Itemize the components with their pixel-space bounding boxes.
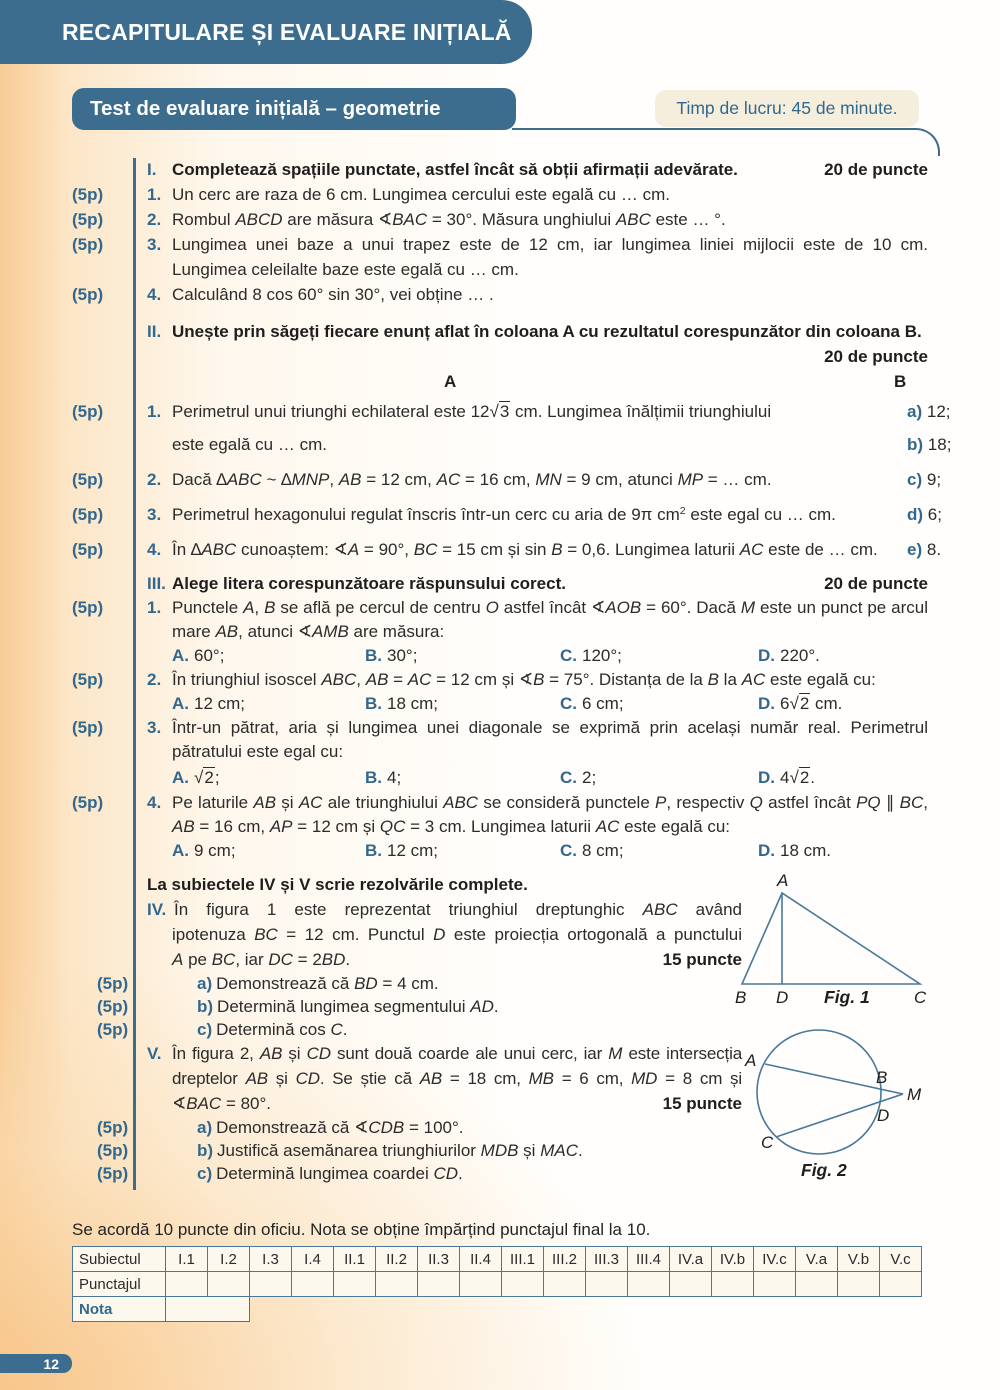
points-label: (5p) [72, 505, 104, 524]
points-label: (5p) [97, 1164, 129, 1183]
score-table [72, 1246, 922, 1322]
points-label: (5p) [72, 598, 104, 617]
subquestion-v-a [97, 1116, 742, 1139]
question-i4 [72, 282, 928, 307]
score-cell [628, 1272, 670, 1297]
sub-letter: b) [197, 997, 214, 1016]
point-label-d: D [776, 988, 789, 1007]
sub-letter: a) [197, 1118, 213, 1137]
sections-4-5-intro: La subiectele IV și V scrie rezolvările complete. [147, 875, 528, 894]
score-cell [292, 1272, 334, 1297]
question-text: În triunghiul isoscel ABC, AB = AC = 12 cm și ∢B = 75°. Distanța de la B la AC este egală cu: [172, 670, 876, 689]
score-cell [796, 1272, 838, 1297]
section-title: Unește prin săgeți fiecare enunț aflat în coloana A cu rezultatul corespunzător din coloana B. [172, 322, 922, 341]
fig2-caption: Fig. 2 [801, 1160, 847, 1180]
points-label: (5p) [72, 210, 104, 229]
point-label-m: M [907, 1085, 922, 1104]
item-number: 1. [147, 402, 162, 421]
sub-text: Demonstrează că BD = 4 cm. [216, 974, 439, 993]
section-1 [72, 157, 928, 307]
option-b: B. 4; [365, 768, 402, 787]
vertex-label-a: A [777, 871, 789, 890]
test-title: Test de evaluare inițială – geometrie [90, 97, 441, 120]
option-a: A. 60°; [172, 646, 225, 665]
option-c: C. 8 cm; [560, 841, 624, 860]
points-label: (5p) [72, 235, 104, 254]
table-grade-row [73, 1297, 922, 1322]
option-c: C. 2; [560, 768, 597, 787]
header-cell: I.1 [166, 1247, 208, 1272]
points-label: (5p) [72, 285, 104, 304]
item-number: 1. [147, 185, 162, 204]
options-iii2 [147, 692, 928, 716]
fig1-caption: Fig. 1 [824, 987, 870, 1007]
option-a: A. 12 cm; [172, 694, 246, 713]
points-label: (5p) [72, 793, 104, 812]
answer-c: c) 9; [907, 470, 942, 489]
question-ii4 [72, 537, 942, 562]
item-number: 3. [147, 235, 162, 254]
time-limit-text: Timp de lucru: 45 de minute. [676, 98, 898, 118]
answer-a: a) 12; [907, 402, 951, 421]
answer-b: b) 18; [907, 435, 952, 454]
point-label-b: B [876, 1068, 888, 1087]
row-label: Punctajul [73, 1272, 166, 1297]
option-a: A. √2; [172, 768, 220, 787]
option-d: D. 18 cm. [758, 841, 832, 860]
question-iii4 [72, 791, 928, 839]
question-i2 [72, 207, 928, 232]
options-iii3 [147, 764, 928, 791]
item-number: 4. [147, 793, 162, 812]
item-number: 4. [147, 285, 162, 304]
section-3-heading [147, 572, 928, 596]
section-2-heading [147, 319, 928, 344]
points-label: (5p) [72, 670, 104, 689]
problem-text: ipotenuza BC = 12 cm. Punctul D este proiecția ortogonală a punctului [172, 925, 743, 944]
page-number-tab [0, 1354, 72, 1373]
sub-letter: c) [197, 1164, 213, 1183]
item-number: 2. [147, 670, 162, 689]
item-number: 1. [147, 598, 162, 617]
question-text: Perimetrul hexagonului regulat înscris într-un cerc cu aria de 9π $cm^2$ este egal cu … cm. d) 6; [172, 502, 928, 527]
sub-text: Demonstrează că ∢CDB = 100°. [216, 1118, 464, 1137]
section-1-heading [147, 157, 928, 182]
header-cell: IV.a [670, 1247, 712, 1272]
section-points: 15 puncte [662, 1094, 742, 1113]
header-cell: III.2 [544, 1247, 586, 1272]
header-cell: I.3 [250, 1247, 292, 1272]
question-i1 [72, 182, 928, 207]
points-label: (5p) [72, 718, 104, 737]
question-text: pătratului este egal cu: [172, 742, 344, 761]
score-cell [208, 1272, 250, 1297]
fig1-right-triangle [722, 866, 937, 1016]
score-cell [334, 1272, 376, 1297]
answer-e: e) 8. [907, 540, 942, 559]
points-label: (5p) [97, 997, 129, 1016]
points-label: (5p) [97, 1141, 129, 1160]
sub-letter: b) [197, 1141, 214, 1160]
header-cell: V.a [796, 1247, 838, 1272]
point-label-d: D [877, 1106, 890, 1125]
section-title: Alege litera corespunzătoare răspunsului corect. [172, 574, 566, 593]
question-text: Un cerc are raza de 6 cm. Lungimea cercului este egală cu … cm. [172, 185, 670, 204]
header-cell: II.1 [334, 1247, 376, 1272]
section-number: I. [147, 160, 157, 179]
sub-letter: a) [197, 974, 213, 993]
header-cell: V.c [880, 1247, 922, 1272]
score-cell [838, 1272, 880, 1297]
option-a: A. 9 cm; [172, 841, 236, 860]
point-label-c: C [761, 1133, 774, 1152]
column-a-header: A [444, 372, 457, 391]
option-d: D. 220°. [758, 646, 820, 665]
section-2 [72, 319, 952, 562]
sub-text: Determină lungimea coardei CD. [216, 1164, 463, 1183]
header-cell: II.2 [376, 1247, 418, 1272]
question-ii3 [72, 502, 942, 527]
score-cell [502, 1272, 544, 1297]
sub-text: Determină lungimea segmentului AD. [217, 997, 499, 1016]
question-text: Într-un pătrat, aria și lungimea unei diagonale se exprimă prin același număr real. Perimetrul [172, 718, 928, 737]
header-cell: III.4 [628, 1247, 670, 1272]
option-d: D. 4√2. [758, 768, 816, 787]
points-label: (5p) [72, 185, 104, 204]
section-points: 20 de puncte [824, 160, 928, 179]
subquestion-iv-b [97, 995, 742, 1018]
score-cell [712, 1272, 754, 1297]
section-title: Completează spațiile punctate, astfel încât să obții afirmații adevărate. [172, 160, 738, 179]
scoring-note: Se acordă 10 puncte din oficiu. Nota se obține împărțind punctajul final la 10. [72, 1220, 651, 1239]
points-label: (5p) [97, 1020, 129, 1039]
score-cell [670, 1272, 712, 1297]
table-score-row [73, 1272, 922, 1297]
vertex-label-b: B [735, 988, 747, 1007]
section-number: II. [147, 322, 162, 341]
score-cell [754, 1272, 796, 1297]
margin-rule [133, 158, 136, 1190]
problem-text: În figura 2, AB și CD sunt două coarde ale unui cerc, iar M este intersecția [172, 1044, 743, 1063]
score-cell [418, 1272, 460, 1297]
option-d: D. 6√2 cm. [758, 694, 843, 713]
section-4 [97, 897, 743, 1041]
question-i3 [72, 232, 928, 282]
item-number: 4. [147, 540, 162, 559]
fig2-circle-chords [733, 1028, 933, 1188]
time-limit-box [655, 90, 919, 127]
question-text: În ∆ABC cunoaștem: ∢A = 90°, BC = 15 cm și sin B = 0,6. Lungimea laturii AC este de … cm. e) 8. [172, 537, 928, 562]
question-text: Punctele A, B se află pe cercul de centru O astfel încât ∢AOB = 60°. Dacă M este un punct pe arcul [172, 598, 929, 617]
problem-text: În figura 1 este reprezentat triunghiul dreptunghic ABC având [174, 900, 743, 919]
sub-letter: c) [197, 1020, 213, 1039]
header-cell: II.3 [418, 1247, 460, 1272]
answer-d: d) 6; [907, 505, 942, 524]
option-c: C. 6 cm; [560, 694, 624, 713]
score-cell [250, 1272, 292, 1297]
points-label: (5p) [72, 540, 104, 559]
item-number: 2. [147, 470, 162, 489]
question-text: Calculând 8 cos 60° sin 30°, vei obține … . [172, 285, 494, 304]
header-cell: III.3 [586, 1247, 628, 1272]
subquestion-v-c [97, 1162, 742, 1185]
score-cell [376, 1272, 418, 1297]
table-header-row [73, 1247, 922, 1272]
section-number: III. [147, 574, 166, 593]
item-number: 2. [147, 210, 162, 229]
score-cell [586, 1272, 628, 1297]
question-text: Dacă ∆ABC ~ ∆MNP, AB = 12 cm, AC = 16 cm, MN = 9 cm, atunci MP = … cm. c) 9; [172, 467, 928, 492]
question-iii1 [72, 596, 929, 644]
subquestion-iv-a [97, 972, 742, 995]
column-b-header: B [894, 372, 907, 391]
question-ii2 [72, 467, 942, 492]
question-text: mare AB, atunci ∢AMB are măsura: [172, 622, 445, 641]
row-label: Nota [73, 1297, 166, 1322]
vertex-label-c: C [914, 988, 927, 1007]
decorative-line [512, 128, 940, 156]
header-cell: IV.c [754, 1247, 796, 1272]
chapter-banner-title: RECAPITULARE ȘI EVALUARE INIȚIALĂ [62, 18, 512, 45]
header-cell: V.b [838, 1247, 880, 1272]
sub-text: Justifică asemănarea triunghiurilor MDB și MAC. [217, 1141, 583, 1160]
question-text: Lungimea unei baze a unui trapez este de 12 cm, iar lungimea liniei mijlocii este de 10 cm. [172, 235, 928, 254]
page-number: 12 [43, 1355, 59, 1372]
problem-text: dreptelor AB și CD. Se știe că AB = 18 cm, MB = 6 cm, MD = 8 cm și [172, 1069, 742, 1088]
header-cell: I.4 [292, 1247, 334, 1272]
points-label: (5p) [72, 402, 104, 421]
options-iii4 [147, 839, 928, 863]
section-5 [97, 1041, 743, 1185]
subquestion-iv-c [97, 1018, 742, 1041]
section-number: V. [147, 1044, 162, 1063]
header-cell: I.2 [208, 1247, 250, 1272]
chapter-banner [0, 0, 532, 64]
question-text: AB = 16 cm, AP = 12 cm și QC = 3 cm. Lungimea laturii AC este egală cu: [172, 817, 730, 836]
section-points: 20 de puncte [824, 347, 928, 366]
problem-text: A pe BC, iar DC = 2BD. 15 puncte [172, 947, 742, 972]
item-number: 3. [147, 505, 162, 524]
options-iii1 [147, 644, 928, 668]
points-label: (5p) [97, 974, 129, 993]
header-cell: III.1 [502, 1247, 544, 1272]
option-b: B. 30°; [365, 646, 418, 665]
question-text: este egală cu … cm. b) 18; [172, 432, 928, 457]
section-number: IV. [147, 900, 167, 919]
sub-text: Determină cos C. [216, 1020, 348, 1039]
score-cell [880, 1272, 922, 1297]
question-text: Pe laturile AB și AC ale triunghiului ABC se consideră punctele P, respectiv Q astfel încât PQ ∥ BC, [172, 793, 928, 812]
subquestion-v-b [97, 1139, 742, 1162]
header-cell: Subiectul [73, 1247, 166, 1272]
question-text: Rombul ABCD are măsura ∢BAC = 30°. Măsura unghiului ABC este … °. [172, 210, 726, 229]
option-b: B. 12 cm; [365, 841, 439, 860]
option-b: B. 18 cm; [365, 694, 439, 713]
header-cell: II.4 [460, 1247, 502, 1272]
test-title-box [72, 88, 516, 130]
column-headers [147, 369, 928, 394]
question-text: Lungimea celeilalte baze este egală cu … cm. [172, 260, 519, 279]
problem-text: ∢BAC = 80°. 15 puncte [172, 1091, 742, 1116]
score-cell [460, 1272, 502, 1297]
point-label-a: A [745, 1051, 757, 1070]
question-iii2 [72, 668, 928, 692]
header-cell: IV.b [712, 1247, 754, 1272]
score-cell [166, 1272, 208, 1297]
item-number: 3. [147, 718, 162, 737]
points-label: (5p) [97, 1118, 129, 1137]
question-ii1 [72, 399, 952, 457]
section-3 [72, 572, 929, 863]
section-points: 20 de puncte [824, 574, 928, 593]
grade-cell [166, 1297, 250, 1322]
question-iii3 [72, 716, 928, 764]
points-label: (5p) [72, 470, 104, 489]
question-text: Perimetrul unui triunghi echilateral este 12√3 cm. Lungimea înălțimii triunghiului a) 12; [172, 399, 928, 424]
score-cell [544, 1272, 586, 1297]
section-points: 15 puncte [662, 950, 742, 969]
option-c: C. 120°; [560, 646, 622, 665]
